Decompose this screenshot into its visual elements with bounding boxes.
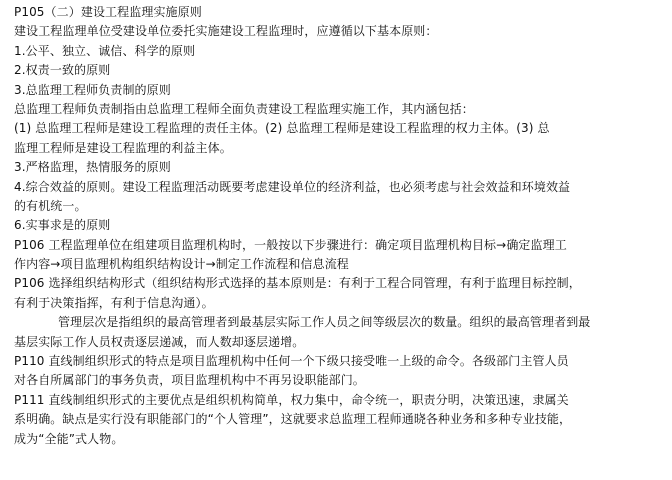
paragraph-line-indented: 管理层次是指组织的最高管理者到最基层实际工作人员之间等级层次的数量。组织的最高管理者到最 [58, 315, 591, 330]
paragraph-line: 的有机统一。 [14, 198, 87, 213]
principle-item-3b: 3.严格监理，热情服务的原则 [14, 160, 171, 175]
section-heading-p105: P105（二）建设工程监理实施原则 [14, 5, 202, 19]
principle-item-3: 3.总监理工程师负责制的原则 [14, 82, 171, 97]
paragraph-line-p106: P106 工程监理单位在组建项目监理机构时，一般按以下步骤进行：确定项目监理机构目标→确定监理工 [14, 237, 567, 252]
paragraph-line: 总监理工程师负责制指由总监理工程师全面负责建设工程监理实施工作，其内涵包括： [14, 101, 474, 116]
paragraph-line-p106: P106 选择组织结构形式（组织结构形式选择的基本原则是：有利于工程合同管理，有利于监理目标控制， [14, 276, 581, 291]
paragraph-line: 作内容→项目监理机构组织结构设计→制定工作流程和信息流程 [14, 257, 349, 272]
principle-item-1: 1.公平、独立、诚信、科学的原则 [14, 43, 196, 58]
paragraph-line: 对各自所属部门的事务负责，项目监理机构中不再另设职能部门。 [14, 373, 365, 388]
paragraph-line-p110: P110 直线制组织形式的特点是项目监理机构中任何一个下级只接受唯一上级的命令。各级部门主管人员 [14, 354, 569, 369]
paragraph-line: 建设工程监理单位受建设单位委托实施建设工程监理时，应遵循以下基本原则： [14, 24, 438, 39]
paragraph-line: 系明确。缺点是实行没有职能部门的“个人管理”，这就要求总监理工程师通晓各种业务和多种专业技能， [14, 412, 572, 427]
paragraph-line: (1) 总监理工程师是建设工程监理的责任主体。(2) 总监理工程师是建设工程监理的权力主体。(3) 总 [14, 121, 550, 136]
principle-item-6: 6.实事求是的原则 [14, 218, 111, 233]
principle-item-2: 2.权责一致的原则 [14, 63, 111, 78]
paragraph-line: 成为“全能”式人物。 [14, 431, 124, 446]
paragraph-line-p111: P111 直线制组织形式的主要优点是组织机构简单，权力集中，命令统一，职责分明，决策迅速，隶属关 [14, 392, 569, 407]
paragraph-line: 监理工程师是建设工程监理的利益主体。 [14, 140, 232, 155]
paragraph-line: 基层实际工作人员权责逐层递减，而人数却逐层递增。 [14, 334, 305, 349]
paragraph-line: 有利于决策指挥，有利于信息沟通）。 [14, 295, 214, 310]
principle-item-4: 4.综合效益的原则。建设工程监理活动既要考虑建设单位的经济利益，也必须考虑与社会效益和环境效益 [14, 179, 571, 194]
